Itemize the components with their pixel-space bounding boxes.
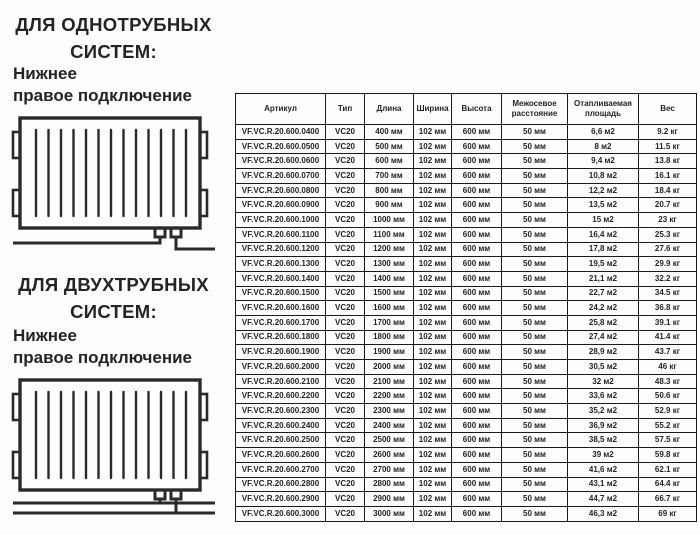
width-cell: 102 мм — [414, 492, 452, 507]
weight-cell: 69 кг — [639, 506, 697, 521]
type-cell: VC20 — [326, 506, 365, 521]
type-cell: VC20 — [326, 227, 365, 242]
width-cell: 102 мм — [414, 227, 452, 242]
area-cell: 21,1 м2 — [568, 271, 639, 286]
axle-cell: 50 мм — [502, 242, 568, 257]
table-row — [236, 154, 697, 169]
article-cell: VF.VC.R.20.600.2700 — [236, 462, 326, 477]
length-cell: 600 мм — [365, 154, 414, 169]
axle-cell: 50 мм — [502, 139, 568, 154]
axle-cell: 50 мм — [502, 462, 568, 477]
area-cell: 27,4 м2 — [568, 330, 639, 345]
table-row — [236, 506, 697, 521]
type-cell: VC20 — [326, 477, 365, 492]
length-cell: 2100 мм — [365, 374, 414, 389]
two-pipe-subtitle — [13, 325, 223, 369]
width-cell: 102 мм — [414, 242, 452, 257]
article-cell: VF.VC.R.20.600.1000 — [236, 213, 326, 228]
axle-cell: 50 мм — [502, 169, 568, 184]
table-row — [236, 374, 697, 389]
table-row — [236, 213, 697, 228]
article-cell: VF.VC.R.20.600.1700 — [236, 315, 326, 330]
length-cell: 1700 мм — [365, 315, 414, 330]
table-row — [236, 257, 697, 272]
length-cell: 1300 мм — [365, 257, 414, 272]
type-cell: VC20 — [326, 286, 365, 301]
weight-cell: 62.1 кг — [639, 462, 697, 477]
length-cell: 700 мм — [365, 169, 414, 184]
length-cell: 3000 мм — [365, 506, 414, 521]
width-cell: 102 мм — [414, 462, 452, 477]
column-header: Длина — [365, 94, 414, 125]
area-cell: 13,5 м2 — [568, 198, 639, 213]
weight-cell: 52.9 кг — [639, 404, 697, 419]
left-panel — [0, 0, 233, 535]
article-cell: VF.VC.R.20.600.0600 — [236, 154, 326, 169]
length-cell: 1100 мм — [365, 227, 414, 242]
table-row — [236, 183, 697, 198]
width-cell: 102 мм — [414, 183, 452, 198]
article-cell: VF.VC.R.20.600.1500 — [236, 286, 326, 301]
width-cell: 102 мм — [414, 330, 452, 345]
single-pipe-title-line1: ДЛЯ ОДНОТРУБНЫХ — [15, 14, 212, 35]
width-cell: 102 мм — [414, 433, 452, 448]
area-cell: 24,2 м2 — [568, 301, 639, 316]
table-row — [236, 448, 697, 463]
area-cell: 30,5 м2 — [568, 360, 639, 375]
table-row — [236, 330, 697, 345]
article-cell: VF.VC.R.20.600.1200 — [236, 242, 326, 257]
axle-cell: 50 мм — [502, 477, 568, 492]
weight-cell: 16.1 кг — [639, 169, 697, 184]
two-pipe-section-title — [6, 272, 221, 326]
article-cell: VF.VC.R.20.600.2300 — [236, 404, 326, 419]
area-cell: 46,3 м2 — [568, 506, 639, 521]
axle-cell: 50 мм — [502, 404, 568, 419]
weight-cell: 25.3 кг — [639, 227, 697, 242]
area-cell: 10,8 м2 — [568, 169, 639, 184]
article-cell: VF.VC.R.20.600.2600 — [236, 448, 326, 463]
length-cell: 800 мм — [365, 183, 414, 198]
column-header: Вес — [639, 94, 697, 125]
weight-cell: 27.6 кг — [639, 242, 697, 257]
height-cell: 600 мм — [452, 183, 502, 198]
axle-cell: 50 мм — [502, 271, 568, 286]
axle-cell: 50 мм — [502, 506, 568, 521]
weight-cell: 39.1 кг — [639, 315, 697, 330]
spec-table-head — [236, 94, 697, 125]
axle-cell: 50 мм — [502, 257, 568, 272]
weight-cell: 57.5 кг — [639, 433, 697, 448]
type-cell: VC20 — [326, 330, 365, 345]
height-cell: 600 мм — [452, 389, 502, 404]
area-cell: 17,8 м2 — [568, 242, 639, 257]
height-cell: 600 мм — [452, 433, 502, 448]
article-cell: VF.VC.R.20.600.1400 — [236, 271, 326, 286]
area-cell: 15 м2 — [568, 213, 639, 228]
header-row — [236, 94, 697, 125]
height-cell: 600 мм — [452, 169, 502, 184]
article-cell: VF.VC.R.20.600.0400 — [236, 125, 326, 140]
type-cell: VC20 — [326, 404, 365, 419]
weight-cell: 46 кг — [639, 360, 697, 375]
length-cell: 1800 мм — [365, 330, 414, 345]
area-cell: 19,5 м2 — [568, 257, 639, 272]
type-cell: VC20 — [326, 271, 365, 286]
type-cell: VC20 — [326, 169, 365, 184]
axle-cell: 50 мм — [502, 198, 568, 213]
spec-table — [235, 93, 697, 522]
type-cell: VC20 — [326, 315, 365, 330]
type-cell: VC20 — [326, 198, 365, 213]
length-cell: 1500 мм — [365, 286, 414, 301]
height-cell: 600 мм — [452, 257, 502, 272]
type-cell: VC20 — [326, 448, 365, 463]
width-cell: 102 мм — [414, 315, 452, 330]
table-row — [236, 345, 697, 360]
article-cell: VF.VC.R.20.600.2900 — [236, 492, 326, 507]
length-cell: 500 мм — [365, 139, 414, 154]
width-cell: 102 мм — [414, 286, 452, 301]
weight-cell: 36.8 кг — [639, 301, 697, 316]
type-cell: VC20 — [326, 433, 365, 448]
length-cell: 2500 мм — [365, 433, 414, 448]
weight-cell: 48.3 кг — [639, 374, 697, 389]
table-row — [236, 433, 697, 448]
height-cell: 600 мм — [452, 462, 502, 477]
weight-cell: 43.7 кг — [639, 345, 697, 360]
weight-cell: 59.8 кг — [639, 448, 697, 463]
length-cell: 2800 мм — [365, 477, 414, 492]
width-cell: 102 мм — [414, 154, 452, 169]
article-cell: VF.VC.R.20.600.1600 — [236, 301, 326, 316]
length-cell: 1900 мм — [365, 345, 414, 360]
column-header: Тип — [326, 94, 365, 125]
width-cell: 102 мм — [414, 345, 452, 360]
height-cell: 600 мм — [452, 227, 502, 242]
height-cell: 600 мм — [452, 213, 502, 228]
height-cell: 600 мм — [452, 271, 502, 286]
width-cell: 102 мм — [414, 257, 452, 272]
table-row — [236, 404, 697, 419]
type-cell: VC20 — [326, 360, 365, 375]
article-cell: VF.VC.R.20.600.3000 — [236, 506, 326, 521]
height-cell: 600 мм — [452, 360, 502, 375]
height-cell: 600 мм — [452, 154, 502, 169]
table-row — [236, 286, 697, 301]
article-cell: VF.VC.R.20.600.0900 — [236, 198, 326, 213]
type-cell: VC20 — [326, 257, 365, 272]
height-cell: 600 мм — [452, 315, 502, 330]
area-cell: 25,8 м2 — [568, 315, 639, 330]
height-cell: 600 мм — [452, 492, 502, 507]
radiator-two-pipe-diagram-icon — [9, 372, 221, 522]
radiator-single-pipe-diagram-icon — [9, 110, 221, 260]
two-pipe-title-line2: СИСТЕМ: — [70, 300, 157, 322]
axle-cell: 50 мм — [502, 433, 568, 448]
length-cell: 2600 мм — [365, 448, 414, 463]
type-cell: VC20 — [326, 374, 365, 389]
table-row — [236, 477, 697, 492]
area-cell: 22,7 м2 — [568, 286, 639, 301]
axle-cell: 50 мм — [502, 125, 568, 140]
height-cell: 600 мм — [452, 125, 502, 140]
table-row — [236, 418, 697, 433]
length-cell: 2900 мм — [365, 492, 414, 507]
width-cell: 102 мм — [414, 404, 452, 419]
area-cell: 36,9 м2 — [568, 418, 639, 433]
axle-cell: 50 мм — [502, 301, 568, 316]
axle-cell: 50 мм — [502, 315, 568, 330]
table-row — [236, 492, 697, 507]
width-cell: 102 мм — [414, 506, 452, 521]
width-cell: 102 мм — [414, 125, 452, 140]
length-cell: 1600 мм — [365, 301, 414, 316]
length-cell: 1400 мм — [365, 271, 414, 286]
area-cell: 39 м2 — [568, 448, 639, 463]
axle-cell: 50 мм — [502, 448, 568, 463]
single-pipe-section-title — [6, 12, 221, 66]
area-cell: 38,5 м2 — [568, 433, 639, 448]
length-cell: 1000 мм — [365, 213, 414, 228]
weight-cell: 55.2 кг — [639, 418, 697, 433]
table-row — [236, 389, 697, 404]
weight-cell: 32.2 кг — [639, 271, 697, 286]
type-cell: VC20 — [326, 183, 365, 198]
type-cell: VC20 — [326, 389, 365, 404]
weight-cell: 9.2 кг — [639, 125, 697, 140]
width-cell: 102 мм — [414, 448, 452, 463]
type-cell: VC20 — [326, 242, 365, 257]
area-cell: 28,9 м2 — [568, 345, 639, 360]
table-row — [236, 125, 697, 140]
weight-cell: 64.4 кг — [639, 477, 697, 492]
type-cell: VC20 — [326, 462, 365, 477]
two-pipe-title-line1: ДЛЯ ДВУХТРУБНЫХ — [18, 274, 209, 295]
spec-table-body — [236, 125, 697, 522]
article-cell: VF.VC.R.20.600.0800 — [236, 183, 326, 198]
area-cell: 8 м2 — [568, 139, 639, 154]
two-pipe-subtitle-line1: Нижнее — [13, 326, 77, 345]
length-cell: 2300 мм — [365, 404, 414, 419]
article-cell: VF.VC.R.20.600.2800 — [236, 477, 326, 492]
type-cell: VC20 — [326, 139, 365, 154]
length-cell: 1200 мм — [365, 242, 414, 257]
width-cell: 102 мм — [414, 271, 452, 286]
table-row — [236, 271, 697, 286]
area-cell: 6,6 м2 — [568, 125, 639, 140]
column-header: Артикул — [236, 94, 326, 125]
article-cell: VF.VC.R.20.600.1900 — [236, 345, 326, 360]
axle-cell: 50 мм — [502, 286, 568, 301]
axle-cell: 50 мм — [502, 213, 568, 228]
width-cell: 102 мм — [414, 374, 452, 389]
width-cell: 102 мм — [414, 389, 452, 404]
height-cell: 600 мм — [452, 242, 502, 257]
weight-cell: 34.5 кг — [639, 286, 697, 301]
height-cell: 600 мм — [452, 198, 502, 213]
axle-cell: 50 мм — [502, 330, 568, 345]
area-cell: 41,6 м2 — [568, 462, 639, 477]
type-cell: VC20 — [326, 154, 365, 169]
width-cell: 102 мм — [414, 360, 452, 375]
weight-cell: 66.7 кг — [639, 492, 697, 507]
table-row — [236, 242, 697, 257]
width-cell: 102 мм — [414, 477, 452, 492]
spec-table-container — [235, 93, 697, 522]
article-cell: VF.VC.R.20.600.2000 — [236, 360, 326, 375]
height-cell: 600 мм — [452, 374, 502, 389]
area-cell: 44,7 м2 — [568, 492, 639, 507]
column-header: Отапливаемая площадь — [568, 94, 639, 125]
height-cell: 600 мм — [452, 477, 502, 492]
axle-cell: 50 мм — [502, 360, 568, 375]
weight-cell: 29.9 кг — [639, 257, 697, 272]
weight-cell: 11.5 кг — [639, 139, 697, 154]
article-cell: VF.VC.R.20.600.0700 — [236, 169, 326, 184]
single-pipe-title-line2: СИСТЕМ: — [70, 40, 157, 62]
area-cell: 9,4 м2 — [568, 154, 639, 169]
length-cell: 2700 мм — [365, 462, 414, 477]
weight-cell: 20.7 кг — [639, 198, 697, 213]
length-cell: 400 мм — [365, 125, 414, 140]
single-pipe-subtitle — [13, 63, 223, 107]
weight-cell: 41.4 кг — [639, 330, 697, 345]
article-cell: VF.VC.R.20.600.0500 — [236, 139, 326, 154]
axle-cell: 50 мм — [502, 183, 568, 198]
area-cell: 16,4 м2 — [568, 227, 639, 242]
area-cell: 33,6 м2 — [568, 389, 639, 404]
single-pipe-subtitle-line2: правое подключение — [13, 86, 192, 106]
type-cell: VC20 — [326, 418, 365, 433]
weight-cell: 18.4 кг — [639, 183, 697, 198]
weight-cell: 50.6 кг — [639, 389, 697, 404]
axle-cell: 50 мм — [502, 389, 568, 404]
height-cell: 600 мм — [452, 301, 502, 316]
length-cell: 2200 мм — [365, 389, 414, 404]
width-cell: 102 мм — [414, 301, 452, 316]
weight-cell: 13.8 кг — [639, 154, 697, 169]
article-cell: VF.VC.R.20.600.1100 — [236, 227, 326, 242]
width-cell: 102 мм — [414, 198, 452, 213]
type-cell: VC20 — [326, 345, 365, 360]
area-cell: 12,2 м2 — [568, 183, 639, 198]
table-row — [236, 315, 697, 330]
table-row — [236, 360, 697, 375]
width-cell: 102 мм — [414, 213, 452, 228]
single-pipe-subtitle-line1: Нижнее — [13, 64, 77, 83]
height-cell: 600 мм — [452, 404, 502, 419]
article-cell: VF.VC.R.20.600.2100 — [236, 374, 326, 389]
table-row — [236, 227, 697, 242]
height-cell: 600 мм — [452, 286, 502, 301]
type-cell: VC20 — [326, 492, 365, 507]
axle-cell: 50 мм — [502, 154, 568, 169]
column-header: Ширина — [414, 94, 452, 125]
area-cell: 43,1 м2 — [568, 477, 639, 492]
height-cell: 600 мм — [452, 139, 502, 154]
length-cell: 2000 мм — [365, 360, 414, 375]
height-cell: 600 мм — [452, 418, 502, 433]
article-cell: VF.VC.R.20.600.1800 — [236, 330, 326, 345]
axle-cell: 50 мм — [502, 492, 568, 507]
type-cell: VC20 — [326, 125, 365, 140]
article-cell: VF.VC.R.20.600.2400 — [236, 418, 326, 433]
table-row — [236, 301, 697, 316]
axle-cell: 50 мм — [502, 374, 568, 389]
height-cell: 600 мм — [452, 330, 502, 345]
article-cell: VF.VC.R.20.600.2500 — [236, 433, 326, 448]
weight-cell: 23 кг — [639, 213, 697, 228]
article-cell: VF.VC.R.20.600.2200 — [236, 389, 326, 404]
axle-cell: 50 мм — [502, 345, 568, 360]
height-cell: 600 мм — [452, 345, 502, 360]
table-row — [236, 169, 697, 184]
table-row — [236, 139, 697, 154]
length-cell: 2400 мм — [365, 418, 414, 433]
type-cell: VC20 — [326, 301, 365, 316]
width-cell: 102 мм — [414, 139, 452, 154]
two-pipe-subtitle-line2: правое подключение — [13, 348, 192, 368]
width-cell: 102 мм — [414, 169, 452, 184]
axle-cell: 50 мм — [502, 418, 568, 433]
height-cell: 600 мм — [452, 448, 502, 463]
width-cell: 102 мм — [414, 418, 452, 433]
area-cell: 35,2 м2 — [568, 404, 639, 419]
axle-cell: 50 мм — [502, 227, 568, 242]
length-cell: 900 мм — [365, 198, 414, 213]
article-cell: VF.VC.R.20.600.1300 — [236, 257, 326, 272]
column-header: Межосевое расстояние — [502, 94, 568, 125]
column-header: Высота — [452, 94, 502, 125]
table-row — [236, 198, 697, 213]
height-cell: 600 мм — [452, 506, 502, 521]
type-cell: VC20 — [326, 213, 365, 228]
area-cell: 32 м2 — [568, 374, 639, 389]
table-row — [236, 462, 697, 477]
